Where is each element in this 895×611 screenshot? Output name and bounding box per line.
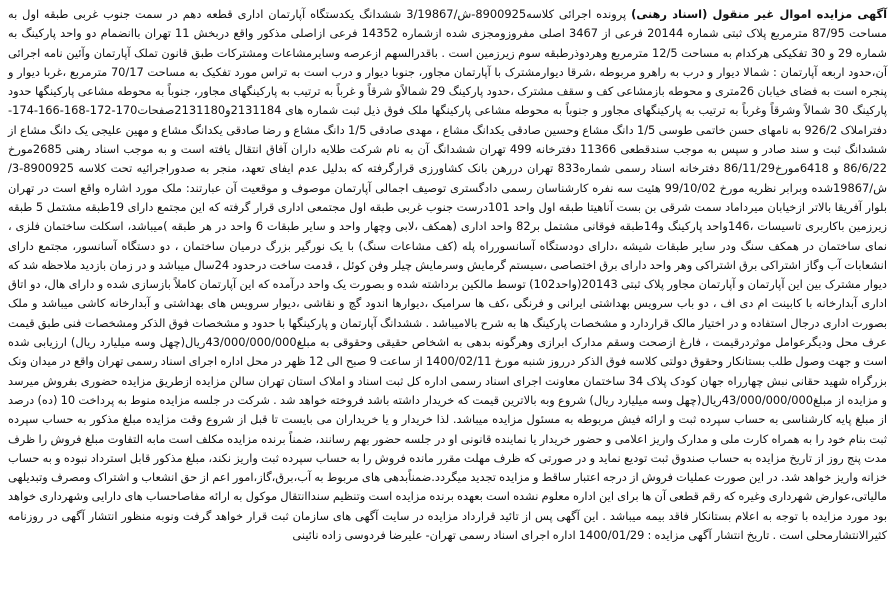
notice-body: پرونده اجرائی کلاسه8900925-ش/3/19867 ششدانگ یکدستگاه آپارتمان اداری قطعه دهم در سمت جنوب غربی طبقه اول به مساحت 87/95 مترمربع پلاک ثبتی شماره 20144 فرعی از 3467 اصلی مفروزومجزی شده ازشماره 14352 فرعی ازاصلی مذکور واقع دربخش 11 تهران باانضمام دو واحد پارکینگ به شماره 29 و 30 تفکیکی هرکدام به مساحت 12/5 مترمربع وهردوذرطبقه سوم زیرزمین است . باقدرالسهم ازعرصه وسایرمشاعات ومشترکات طبق قانون تملک آپارتمان وآئین نامه اجرائی آن،حدود اربعه آپارتمان : شمالا دیوار و درب به راهرو مربوطه ،شرقا دیوارمشترک با آپارتمان مجاور، جنوبا دیوار و درب است به تراس مورد تفکیک به مساحت 70/17 مترمربع ،غربا دیوار و پنجره است به فضای خیابان 26متری و محوطه بازمشاعی کف و سقف مشترک ،حدود پارکینگ 29 شمالاًو شرقاً و غرباً به ترتیب به پارکینگهای مجاور، جنوباً به محوطه مشاعی پارکینگها حدود پارکینگ 30 شمالاً وشرقاً وغرباً به ترتیب به پارکینگهای مجاور و جنوباً به محوطه مشاعی پارکینگها ملک فوق ذیل ثبت شماره های 2131184و2131180صفحات170-172-168-166-174-دفتراملاک 926/2 به نامهای حسن خاتمی طوسی 1/5 دانگ مشاع وحسین صادقی یکدانگ مشاع ، مهدی صادقی 1/5 دانگ مشاع و رضا صادقی یکدانگ مشاع و مهین علیجی یک دانگ مشاع از ششدانگ ثبت و سند صادر و سپس به موجب سندقطعی 11366 دفترخانه 499 تهران ششدانگ آن به نام شرکت طلایه داران آفاق انتقال یافته است و به موجب اسناد رهنی 2685مورخ 86/6/22 و 6418مورخ86/11/29 دفترخانه اسناد رسمی شماره833 تهران دررهن بانک کشاورزی قرارگرفته که بدلیل عدم ایفای تعهد، منجر به صدوراجرائیه تحت کلاسه 8900925-3/ش/19867شده وبرابر نظریه مورخ 99/10/02 هئیت سه نفره کارشناسان رسمی دادگستری توصیف اجمالی آپارتمان موصوف و موقعیت آن عبارتند: ملک مورد اشاره واقع است در تهران بلوار آفریقا بالاتر ازخیابان میرداماد سمت شرقی بن بست آناهیتا طبقه اول واحد 101درست جنوب غربی طبقه اول مجتمعی اداری قرار گرفته که این مجتمع دارای 19طبقه مشتمل 5 طبقه زیرزمین باکاربری تاسیسات ،146واحد پارکینگ و14طبقه فوقانی مشتمل بر82 واحد اداری (همکف ،لابی وچهار واحد و سایر طبقات 6 واحد در هر طبقه )میباشد، اسکلت ساختمان فلزی ، نمای ساختمان در همکف سنگ ودر سایر طبقات شیشه ،دارای دودستگاه آسانسورراه پله (کف مشاعات سنگ) با یک نورگیر بزرگ درمیان ساختمان ، دو دستگاه آسانسور، مجتمع دارای انشعابات آب وگاز اشتراکی برق اشتراکی وهر واحد دارای برق اختصاصی ،سیستم گرمایش وسرمایش چیلر وفن کوئل ، قدمت ساخت درحدود 24سال میباشد و در زمان بازدید ملاحظه شد که دیوار مشترک بین این آپارتمان و آپارتمان مجاور پلاک ثبتی 20143(واحد102) توسط مالکین برداشته شده و بصورت یک واحد درآمده که این آپارتمان کاملاً بازسازی شده و دارای هال، دو اتاق اداری آبدارخانه با کابینت ام دی اف ، دو باب سرویس بهداشتی ایرانی و فرنگی ،کف ها سرامیک ،دیوارها اندود گچ و نقاشی ،دیوار سرویس های بهداشتی و آبدارخانه کاشی میباشد و ملک بصورت اداری درجال استفاده و در اختیار مالک قراردارد و مشخصات پارکینگ ها به شرح بالامیباشد . ششدانگ آپارتمان و پارکینگها با حدود و مشخصات فوق الذکر ومشخصات فنی طبق قیمت عرف محل ودیگرعوامل موثردرقیمت ، فارغ ازصحت وسقم مدارک ابرازی وهرگونه بدهی به اشخاص حقیقی وحقوقی به مبلغ43/000/000/000ریال(چهل وسه میلیارد ریال) ارزیابی شده است و جهت وصول طلب بستانکار وحقوق دولتی کلاسه فوق الذکر درروز شنبه مورخ 1400/02/11 از ساعت 9 صبح الی 12 ظهر در محل اداره اجرای اسناد رسمی تهران واقع در میدان ونک بزرگراه شهید حقانی نبش چهارراه جهان کودک پلاک 34 ساختمان معاونت اجرای اسناد رسمی اداره کل ثبت اسناد و املاک استان تهران سالن مزایده ازطریق مزایده حضوری بفروش میرسد و مزایده از مبلغ43/000/000/000ریال(چهل وسه میلیارد ریال) شروع وبه بالاترین قیمت که خریدار داشته باشد فروخته خواهد شد . شرکت در جلسه مزایده منوط به پرداخت 10 (ده) درصد از مبلغ پایه کارشناسی به حساب سپرده ثبت و ارائه فیش مربوطه به مسئول مزایده میباشد. لذا خریدار و یا خریداران می بایست تا قبل از شروع وقت مزایده مبلغ مذکور به حساب سپرده ثبت بنام خود را به همراه کارت ملی و مدارک واریز اعلامی و حضور خریدار یا نماینده قانونی او در جلسه حضور بهم رسانند، ضمناً برنده مزایده مکلف است مابه التفاوت مبلغ فروش را ظرف مدت پنج روز از تاریخ مزایده به حساب صندوق ثبت تودیع نماید و در صورتی که ظرف مهلت مقرر مانده فروش را به حساب سپرده ثبت واریز نکند، مبلغ مذکور قابل استرداد نبوده و به حساب خزانه واریز خواهد شد. در این صورت عملیات فروش از درجه اعتبار ساقط و مزایده تجدید میگردد.ضمناًبدهی های مربوط به آب،برق،گاز،امور اعم از حق انشعاب و اشتراک ومصرف وتبدیلهی مالیاتی،عوارض شهرداری وغیره که رقم قطعی آن ها برای این اداره معلوم نشده است بعهده برنده مزایده است وتنظیم سنداانتقال موکول به ارائه مفاصاحساب های دارایی وشهرداری خواهد بود مورد مزایده با توجه به اعلام بستانکار فاقد بیمه میباشد . این آگهی پس از تائید قرارداد مزایده در سایت آگهی های سازمان ثبت قرار خواهد گرفت ونوبه منظور انتشار آگهی در روزنامه کثیرالانتشارمحلی است . تاریخ انتشار آگهی مزایده : 1400/01/29 اداره اجرای اسناد رسمی تهران- علیرضا فردوسی زاده نائینی [8,7,888,543]
notice-title: آگهی مزایده اموال غیر منقول (اسناد رهنی) [631,7,888,21]
auction-notice-text [8,5,887,545]
